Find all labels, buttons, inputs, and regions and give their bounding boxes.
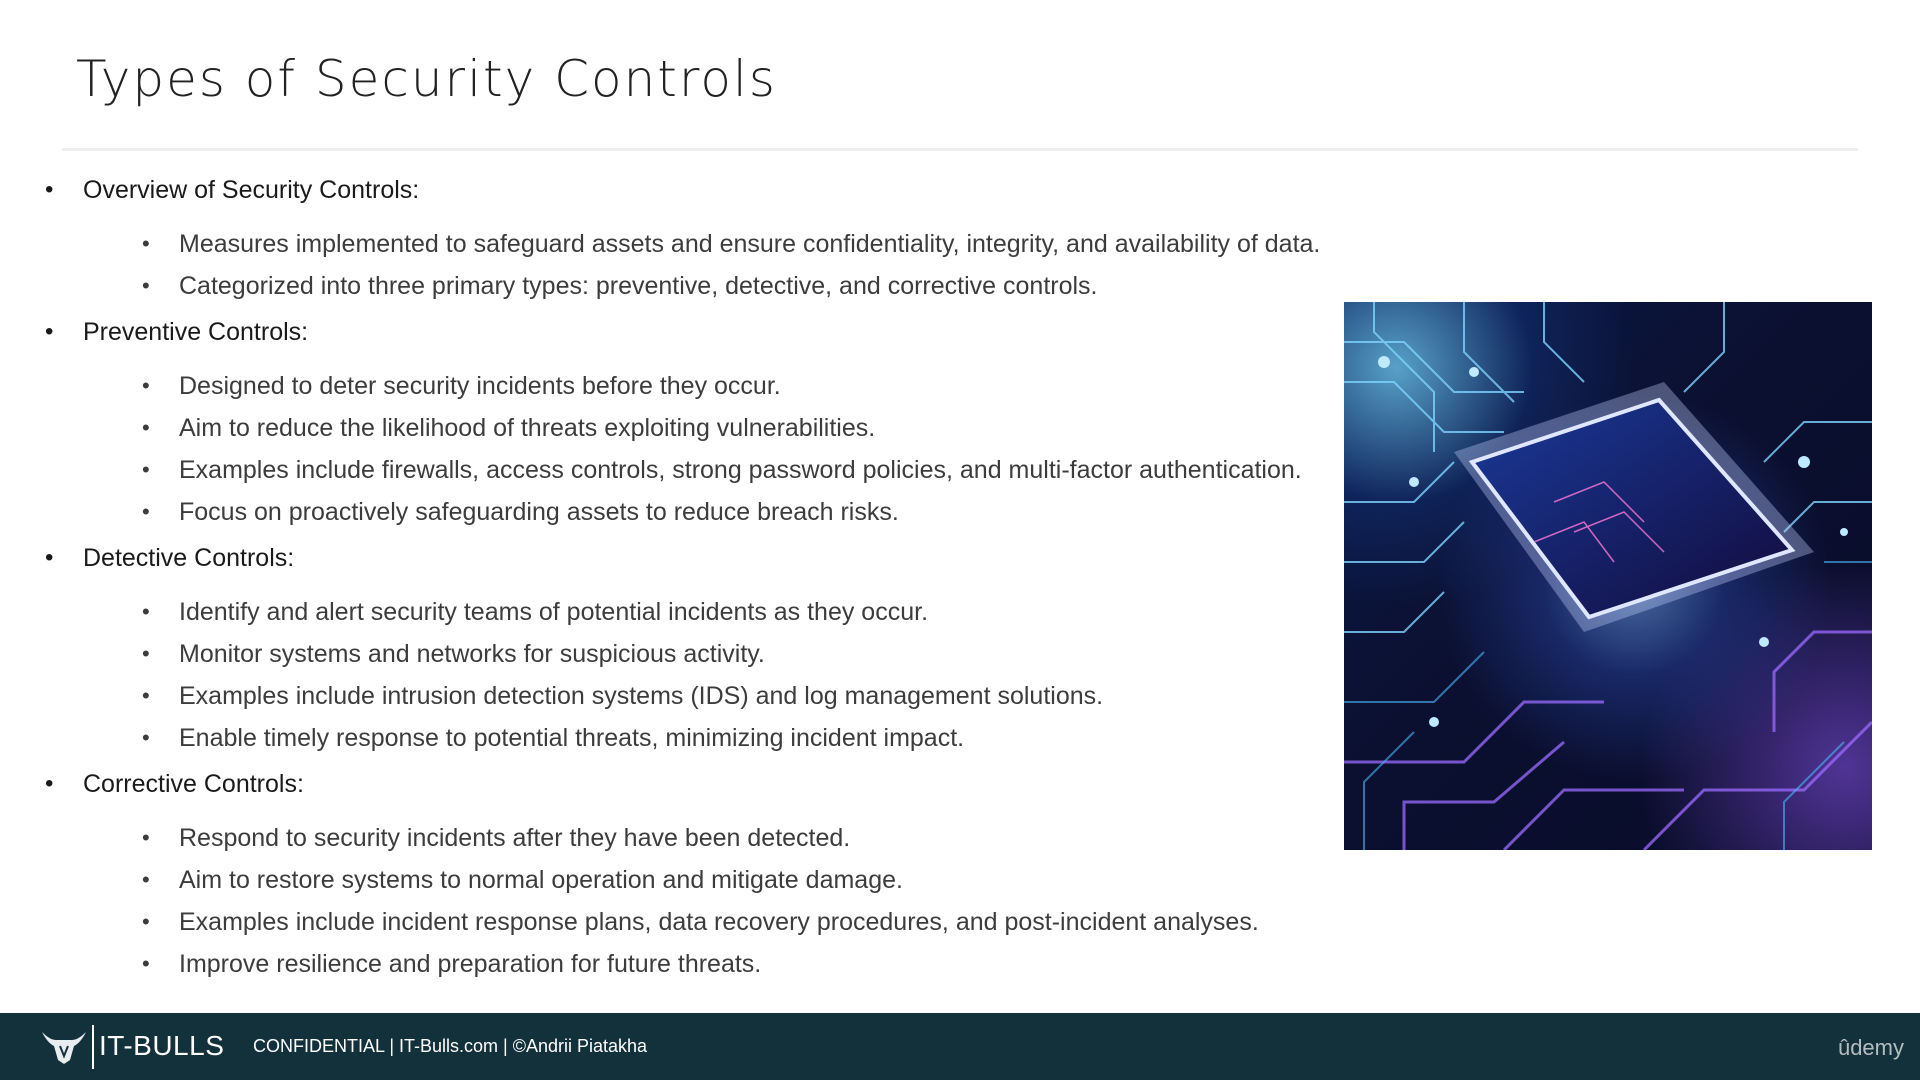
section-heading — [0, 170, 1330, 222]
list-item-text: Identify and alert security teams of potential incidents as they occur. — [179, 598, 929, 626]
section-heading-text: Corrective Controls: — [83, 770, 304, 798]
list-item — [0, 408, 1330, 450]
footer-note: CONFIDENTIAL | IT-Bulls.com | ©Andrii Piatakha — [253, 1036, 648, 1056]
bullet-icon: • — [142, 825, 150, 850]
udemy-watermark: ûdemy — [1837, 1035, 1904, 1060]
bullet-content — [0, 170, 1330, 986]
list-item-text: Examples include intrusion detection systems (IDS) and log management solutions. — [179, 682, 1104, 710]
bullet-icon: • — [142, 599, 150, 624]
list-item-text: Categorized into three primary types: preventive, detective, and corrective controls. — [179, 272, 1098, 300]
section-heading — [0, 312, 1330, 364]
bullet-icon: • — [45, 544, 54, 571]
bullet-icon: • — [142, 499, 150, 524]
slide-footer — [0, 1013, 1920, 1080]
section-detective — [0, 538, 1330, 760]
list-item — [0, 592, 1330, 634]
section-heading-text: Detective Controls: — [83, 544, 295, 572]
list-item-text: Improve resilience and preparation for future threats. — [179, 950, 762, 978]
bullet-icon: • — [142, 231, 150, 256]
bullet-icon: • — [45, 318, 54, 345]
bullet-icon: • — [142, 457, 150, 482]
list-item-text: Respond to security incidents after they have been detected. — [179, 824, 851, 852]
list-item — [0, 450, 1330, 492]
list-item-text: Designed to deter security incidents before they occur. — [179, 372, 781, 400]
bullet-icon: • — [142, 951, 150, 976]
list-item — [0, 492, 1330, 534]
list-item-text: Examples include firewalls, access controls, strong password policies, and multi-factor authentication. — [179, 456, 1302, 484]
list-item-text: Aim to reduce the likelihood of threats exploiting vulnerabilities. — [179, 414, 876, 442]
list-item-text: Enable timely response to potential threats, minimizing incident impact. — [179, 724, 965, 752]
list-item — [0, 902, 1330, 944]
list-item — [0, 818, 1330, 860]
bullet-icon: • — [142, 909, 150, 934]
list-item — [0, 944, 1330, 986]
list-item — [0, 676, 1330, 718]
list-item — [0, 860, 1330, 902]
bullet-icon: • — [142, 683, 150, 708]
list-item — [0, 634, 1330, 676]
bull-head-icon — [40, 1026, 88, 1066]
bullet-icon: • — [142, 867, 150, 892]
list-item-text: Measures implemented to safeguard assets and ensure confidentiality, integrity, and availability of data. — [179, 230, 1321, 258]
section-heading-text: Preventive Controls: — [83, 318, 309, 346]
bullet-icon: • — [142, 725, 150, 750]
section-heading — [0, 538, 1330, 590]
section-corrective — [0, 764, 1330, 986]
bullet-icon: • — [142, 273, 150, 298]
list-item-text: Examples include incident response plans, data recovery procedures, and post-incident analyses. — [179, 908, 1259, 936]
section-overview — [0, 170, 1330, 308]
section-heading-text: Overview of Security Controls: — [83, 176, 420, 204]
list-item — [0, 266, 1330, 308]
bullet-icon: • — [45, 176, 54, 203]
list-item — [0, 718, 1330, 760]
list-item-text: Focus on proactively safeguarding assets to reduce breach risks. — [179, 498, 899, 526]
title-divider — [62, 148, 1858, 151]
list-item — [0, 224, 1330, 266]
bullet-icon: • — [142, 641, 150, 666]
bullet-icon: • — [142, 415, 150, 440]
section-preventive — [0, 312, 1330, 534]
list-item-text: Aim to restore systems to normal operation and mitigate damage. — [179, 866, 903, 894]
section-heading — [0, 764, 1330, 816]
slide-title: Types of Security Controls — [76, 50, 777, 108]
list-item — [0, 366, 1330, 408]
bullet-icon: • — [142, 373, 150, 398]
list-item-text: Monitor systems and networks for suspicious activity. — [179, 640, 765, 668]
circuit-chip-illustration — [1344, 302, 1872, 850]
circuit-chip-image — [1344, 302, 1872, 850]
bullet-icon: • — [45, 770, 54, 797]
logo-text: IT-BULLS — [99, 1030, 225, 1061]
logo-divider — [92, 1025, 94, 1069]
